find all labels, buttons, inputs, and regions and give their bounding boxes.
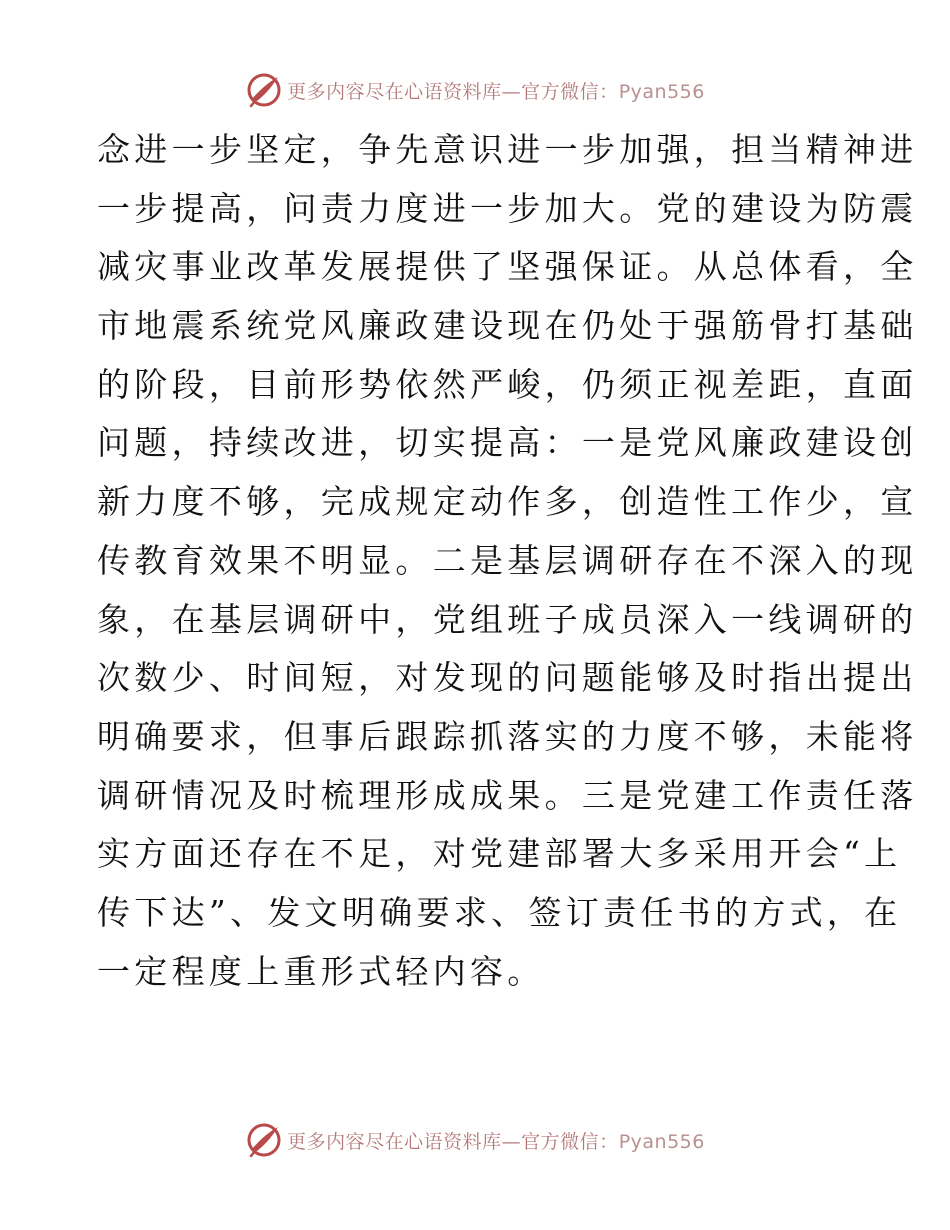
body-line: 次数少、时间短，对发现的问题能够及时指出提出 xyxy=(97,658,918,698)
body-line: 实方面还存在不足，对党建部署大多采用开会“上 xyxy=(97,834,902,874)
body-line: 传教育效果不明显。二是基层调研存在不深入的现 xyxy=(97,540,918,580)
header-wechat-label: 官方微信： xyxy=(521,80,619,103)
document-body xyxy=(97,121,918,1001)
header-brand: 更多内容尽在心语资料库 xyxy=(287,80,502,103)
body-line: 一步提高，问责力度进一步加大。党的建设为防震 xyxy=(97,188,918,228)
body-line: 传下达”、发文明确要求、签订责任书的方式，在 xyxy=(97,892,902,932)
header-wechat-id: Pyan556 xyxy=(618,80,705,103)
body-line: 问题，持续改进，切实提高：一是党风廉政建设创 xyxy=(97,423,918,463)
body-line: 调研情况及时梳理形成成果。三是党建工作责任落 xyxy=(97,775,918,815)
body-line: 新力度不够，完成规定动作多，创造性工作少，宣 xyxy=(97,482,918,522)
body-line: 明确要求，但事后跟踪抓落实的力度不够，未能将 xyxy=(97,716,918,756)
footer-wechat-label: 官方微信： xyxy=(521,1130,619,1153)
body-line: 的阶段，目前形势依然严峻，仍须正视差距，直面 xyxy=(97,364,918,404)
header-text xyxy=(287,77,705,104)
header-separator: — xyxy=(501,80,522,103)
footer-wechat-id: Pyan556 xyxy=(618,1130,705,1153)
body-line: 一定程度上重形式轻内容。 xyxy=(97,951,545,991)
quill-logo-icon xyxy=(245,1121,283,1159)
footer-brand: 更多内容尽在心语资料库 xyxy=(287,1130,502,1153)
quill-logo-icon xyxy=(245,71,283,109)
body-line: 市地震系统党风廉政建设现在仍处于强筋骨打基础 xyxy=(97,306,918,346)
body-line: 念进一步坚定，争先意识进一步加强，担当精神进 xyxy=(97,130,918,169)
footer-separator: — xyxy=(501,1130,522,1153)
body-line: 象，在基层调研中，党组班子成员深入一线调研的 xyxy=(97,599,918,639)
header-banner xyxy=(0,70,950,110)
footer-text xyxy=(287,1127,705,1154)
footer-banner xyxy=(0,1120,950,1160)
body-line: 减灾事业改革发展提供了坚强保证。从总体看，全 xyxy=(97,247,918,287)
